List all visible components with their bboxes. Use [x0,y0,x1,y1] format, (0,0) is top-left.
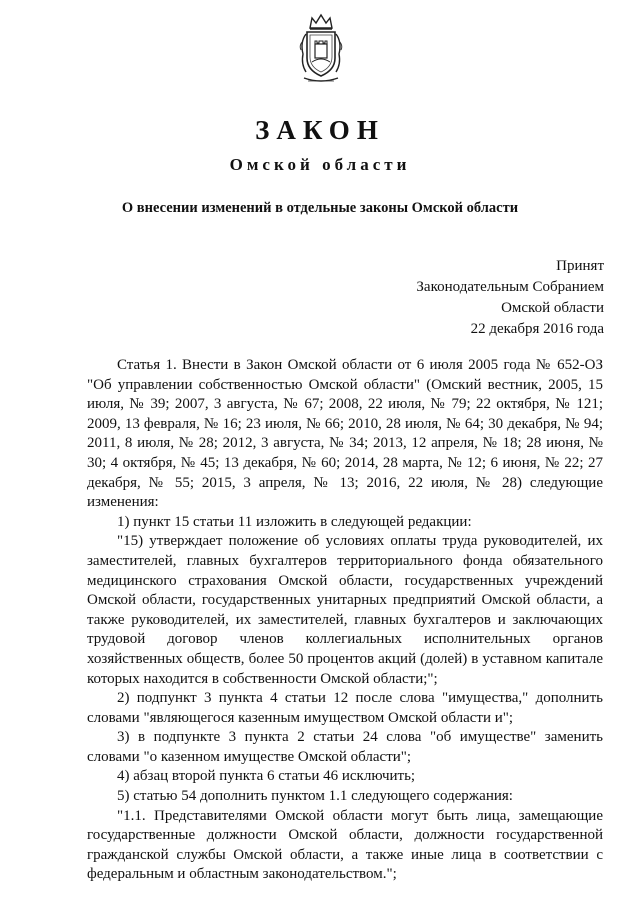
amendment-item-4: 4) абзац второй пункта 6 статьи 46 исключить; [117,768,416,785]
amendment-item-2: 2) подпункт 3 пункта 4 статьи 12 после слова "имущества," дополнить словами "являющегося казенным имуществом Омской области и"; [87,690,603,726]
adoption-line: Омской области [501,300,604,316]
document-subtitle: Омской области [229,155,411,174]
amendment-item-5-text: "1.1. Представителями Омской области могут быть лица, замещающие государственные должности Омской области, должности государственной гражданской службы Омской области, а также иные лица в соответствии с федеральным и областным законодательством."; [87,807,603,883]
law-body [87,356,603,885]
adoption-line: Законодательным Собранием [416,279,604,295]
adoption-line: Принят [556,258,604,274]
adoption-block [416,256,604,340]
law-name: О внесении изменений в отдельные законы Омской области [121,200,519,216]
article-1-paragraph: Статья 1. Внести в Закон Омской области от 6 июля 2005 года № 652-ОЗ "Об управлении собственностью Омской области" (Омский вестник, 2005, 15 июля, № 39; 2007, 3 августа, № 67; 2008, 22 июля, № 79; 22 октября, № 121; 2009, 13 февраля, № 16; 23 июля, № 66; 2010, 28 июля, № 64; 30 декабря, № 94; 2011, 8 июля, № 28; 2012, 3 августа, № 34; 2013, 12 апреля, № 18; 28 июня, № 30; 4 октября, № 45; 13 декабря, № 60; 2014, 28 марта, № 12; 6 июня, № 22; 27 декабря, № 55; 2015, 3 апреля, № 13; 2016, 22 июля, № 28) следующие изменения: [87,357,603,511]
adoption-date: 22 декабря 2016 года [470,321,604,337]
amendment-item-3: 3) в подпункте 3 пункта 2 статьи 24 слова "об имуществе" заменить словами "о казенном имуществе Омской области"; [87,729,603,765]
amendment-item-1: 1) пункт 15 статьи 11 изложить в следующей редакции: [117,513,472,530]
amendment-item-1-text: "15) утверждает положение об условиях оплаты труда руководителей, их заместителей, главных бухгалтеров территориального фонда обязательного медицинского страхования Омской области, государственных учреждений Омской области, государственных унитарных предприятий Омской области, а также руководителей, их заместителей, главных бухгалтеров и заключающих трудовой договор членов коллегиальных исполнительных органов хозяйственных обществ, более 50 процентов акций (долей) в уставном капитале которых находится в собственности Омской области;"; [87,533,603,687]
document-title: ЗАКОН [255,115,385,145]
coat-of-arms-icon [298,12,344,88]
amendment-item-5: 5) статью 54 дополнить пунктом 1.1 следующего содержания: [117,788,513,805]
